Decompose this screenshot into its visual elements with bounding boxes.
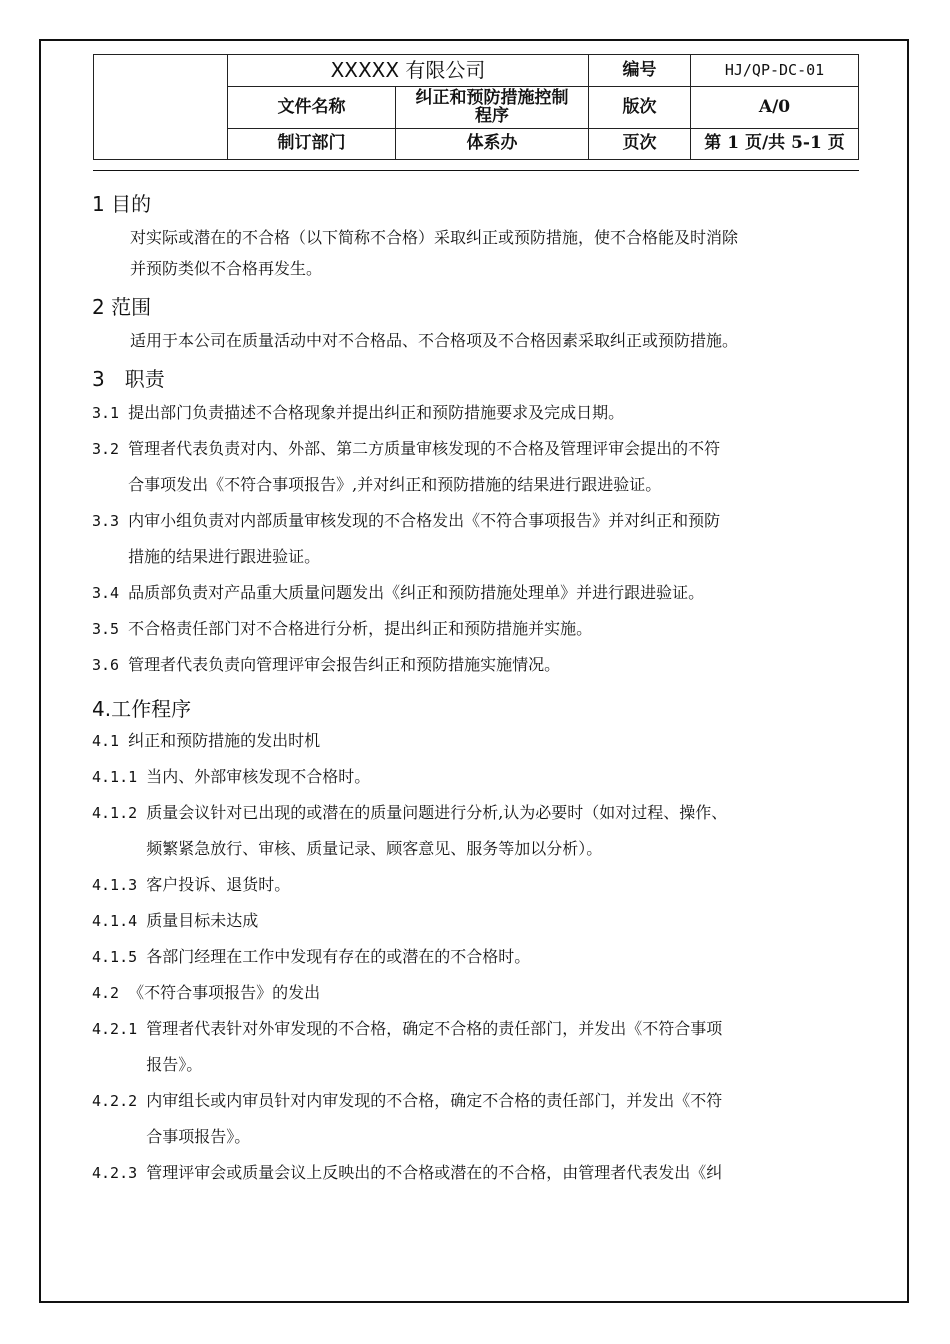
dept-value: 体系办 <box>396 129 589 160</box>
section-4-title: 4.工作程序 <box>92 697 192 721</box>
list-item: 4.1.2 质量会议针对已出现的或潜在的质量问题进行分析,认为必要时（如对过程、操作、 频繁紧急放行、审核、质量记录、顾客意见、服务等加以分析）。 <box>92 803 728 858</box>
section-3-title: 3 职责 <box>92 367 165 391</box>
filename-value: 纠正和预防措施控制程序 <box>396 87 589 129</box>
list-item: 3.6 管理者代表负责向管理评审会报告纠正和预防措施实施情况。 <box>92 655 561 674</box>
section-1-paragraph-cont: 并预防类似不合格再发生。 <box>130 259 323 278</box>
list-item: 3.2 管理者代表负责对内、外部、第二方质量审核发现的不合格及管理评审会提出的不符 合事项发出《不符合事项报告》,并对纠正和预防措施的结果进行跟进验证。 <box>92 439 721 494</box>
list-item: 4.2 《不符合事项报告》的发出 <box>92 983 321 1002</box>
list-item: 4.1.3 客户投诉、退货时。 <box>92 875 291 894</box>
list-item: 3.5 不合格责任部门对不合格进行分析，提出纠正和预防措施并实施。 <box>92 619 593 638</box>
list-item: 3.3 内审小组负责对内部质量审核发现的不合格发出《不符合事项报告》并对纠正和预防 措施的结果进行跟进验证。 <box>92 511 721 566</box>
number-value: HJ/QP-DC-01 <box>691 55 859 87</box>
list-item: 3.4 品质部负责对产品重大质量问题发出《纠正和预防措施处理单》并进行跟进验证。 <box>92 583 705 602</box>
section-2-paragraph: 适用于本公司在质量活动中对不合格品、不合格项及不合格因素采取纠正或预防措施。 <box>130 331 739 350</box>
document-body <box>92 188 862 1185</box>
dept-label: 制订部门 <box>228 129 396 160</box>
list-item: 4.2.3 管理评审会或质量会议上反映出的不合格或潜在的不合格，由管理者代表发出《纠 <box>92 1163 723 1182</box>
section-1-title: 1 目的 <box>92 192 152 216</box>
version-value: A/0 <box>691 87 859 129</box>
filename-label: 文件名称 <box>228 87 396 129</box>
list-item: 4.1.5 各部门经理在工作中发现有存在的或潜在的不合格时。 <box>92 947 531 966</box>
list-item: 3.1 提出部门负责描述不合格现象并提出纠正和预防措施要求及完成日期。 <box>92 403 625 422</box>
company-name: XXXXX 有限公司 <box>228 55 589 87</box>
number-label: 编号 <box>589 55 691 87</box>
document-header-table <box>93 54 859 160</box>
page-label: 页次 <box>589 129 691 160</box>
list-item: 4.1.4 质量目标未达成 <box>92 911 259 930</box>
list-item: 4.2.2 内审组长或内审员针对内审发现的不合格，确定不合格的责任部门，并发出《不符 合事项报告》。 <box>92 1091 723 1146</box>
version-label: 版次 <box>589 87 691 129</box>
list-item: 4.1 纠正和预防措施的发出时机 <box>92 731 321 750</box>
page-value: 第 1 页/共 5-1 页 <box>691 129 859 160</box>
section-2-title: 2 范围 <box>92 295 152 319</box>
header-divider <box>93 170 859 171</box>
section-1-paragraph: 对实际或潜在的不合格（以下简称不合格）采取纠正或预防措施，使不合格能及时消除 <box>130 228 739 247</box>
logo-cell <box>94 55 228 160</box>
list-item: 4.1.1 当内、外部审核发现不合格时。 <box>92 767 371 786</box>
list-item: 4.2.1 管理者代表针对外审发现的不合格，确定不合格的责任部门，并发出《不符合事项 报告》。 <box>92 1019 723 1074</box>
